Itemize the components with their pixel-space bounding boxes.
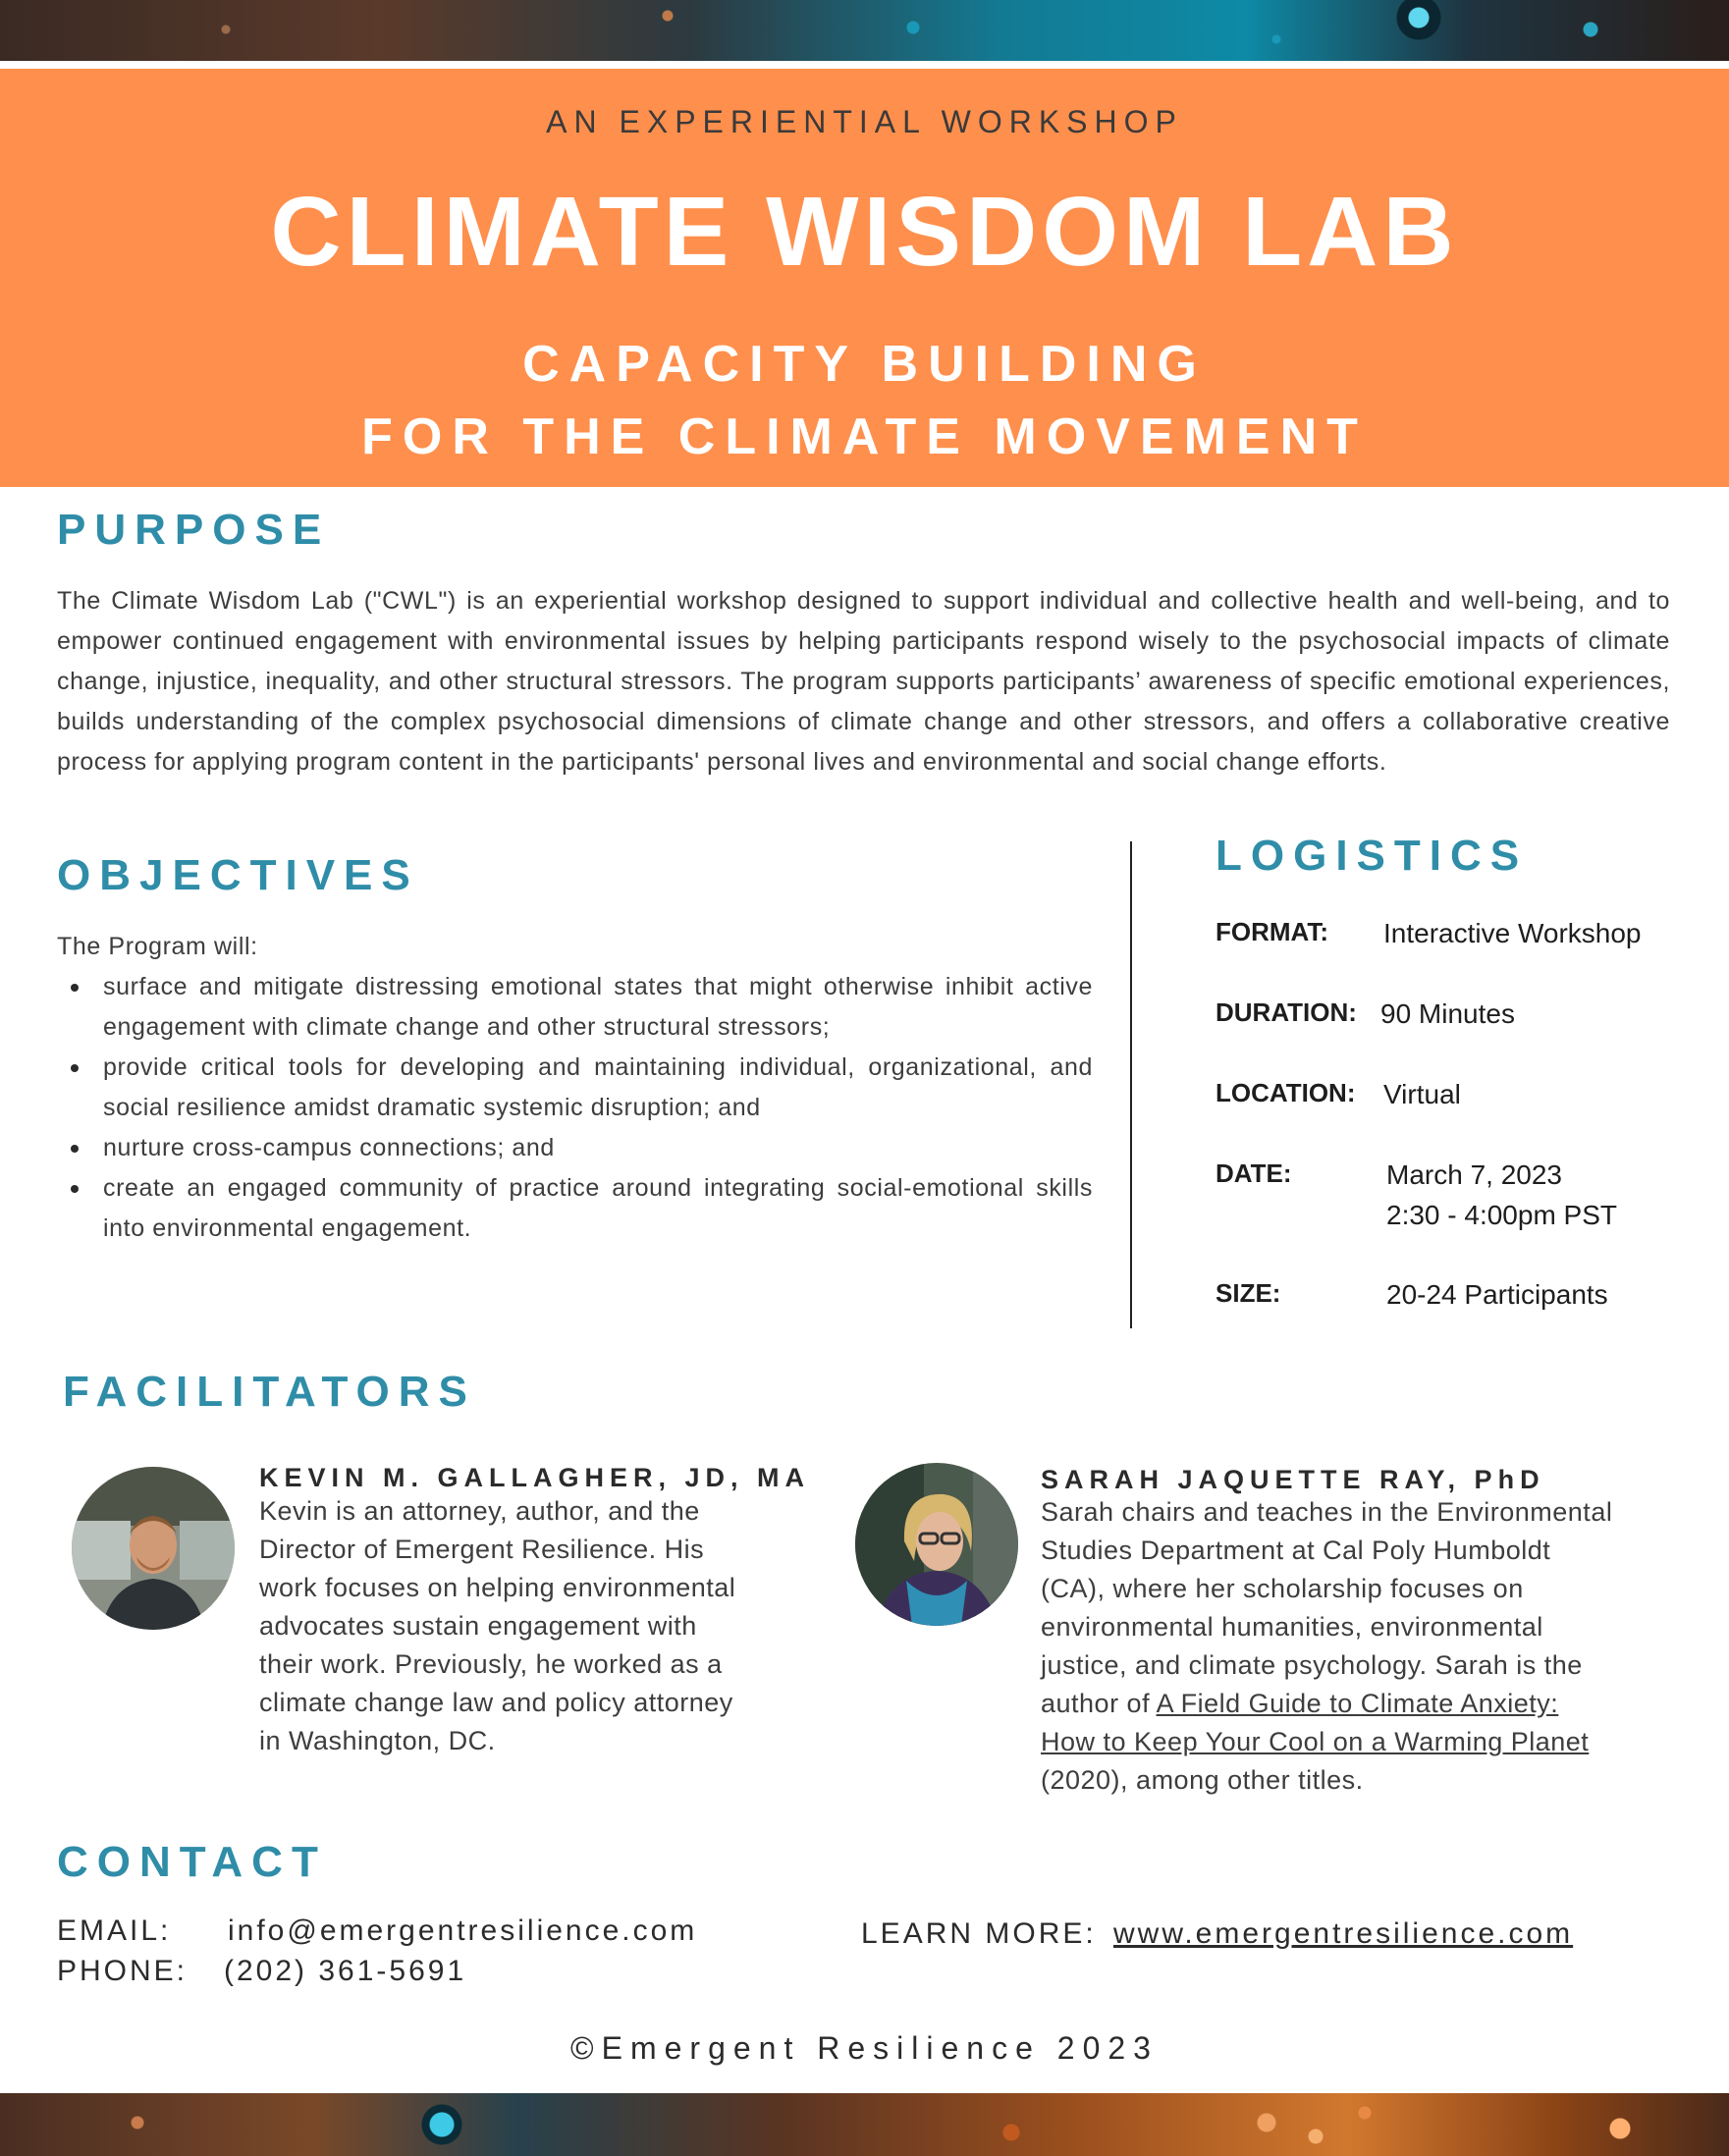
bio-line: justice, and climate psychology. Sarah is the: [1041, 1650, 1583, 1680]
sarah-bio: [1041, 1493, 1708, 1800]
list-item: [57, 1048, 1093, 1128]
objectives-heading: OBJECTIVES: [57, 851, 419, 899]
bio-line: [1041, 1685, 1708, 1723]
purpose-text: The Climate Wisdom Lab ("CWL") is an experiential workshop designed to support individual and collective health and well-being, and to empower continued engagement with environmental issues by helping participants respond wisely to the psychosocial impacts of climate change, injustice, inequality, and other structural stressors. The program supports participants’ awareness of specific emotional experiences, builds understanding of the complex psychosocial dimensions of climate change and other stressors, and offers a collaborative creative process for applying program content in the participants' personal lives and environmental and social change efforts.: [57, 587, 1670, 776]
bio-line: Studies Department at Cal Poly Humboldt: [1041, 1536, 1551, 1565]
list-item: [57, 1128, 1093, 1168]
bullet-icon: [71, 1185, 79, 1193]
bio-line: climate change law and policy attorney: [259, 1688, 733, 1717]
bio-line: [1041, 1723, 1708, 1761]
objective-text: surface and mitigate distressing emotional states that might otherwise inhibit active engagement with climate change and other structural stressors;: [103, 973, 1093, 1041]
objectives-intro: The Program will:: [57, 933, 258, 960]
objectives-list: [57, 967, 1093, 1249]
logistics-heading: LOGISTICS: [1216, 832, 1529, 880]
bottom-photo-strip: [0, 2093, 1729, 2156]
sarah-avatar: [855, 1463, 1018, 1626]
page-title: CLIMATE WISDOM LAB: [270, 177, 1459, 287]
bullet-icon: [71, 1064, 79, 1072]
objective-text: create an engaged community of practice around integrating social-emotional skills into environmental engagement.: [103, 1174, 1093, 1242]
bullet-icon: [71, 1145, 79, 1153]
column-divider: [1130, 841, 1132, 1328]
bio-line: (2020), among other titles.: [1041, 1765, 1364, 1795]
learn-more-label: LEARN MORE:: [861, 1917, 1097, 1950]
phone-label: PHONE:: [57, 1955, 189, 1987]
bio-line: Sarah chairs and teaches in the Environmental: [1041, 1497, 1613, 1527]
time-value: 2:30 - 4:00pm PST: [1386, 1200, 1618, 1230]
book-title-link[interactable]: A Field Guide to Climate Anxiety:: [1156, 1689, 1559, 1718]
format-label: FORMAT:: [1216, 917, 1329, 946]
bio-line: Director of Emergent Resilience. His: [259, 1535, 705, 1564]
format-value: Interactive Workshop: [1383, 918, 1642, 948]
contact-heading: CONTACT: [57, 1838, 327, 1886]
header-subtitle: [0, 328, 1729, 473]
list-item: [57, 1168, 1093, 1249]
purpose-heading: PURPOSE: [57, 506, 331, 554]
subtitle-line-2: FOR THE CLIMATE MOVEMENT: [361, 408, 1368, 465]
objective-text: nurture cross-campus connections; and: [103, 1134, 555, 1161]
email-label: EMAIL:: [57, 1914, 172, 1947]
location-value: Virtual: [1383, 1079, 1461, 1109]
footer-copyright: ©Emergent Resilience 2023: [570, 2030, 1159, 2066]
website-link[interactable]: www.emergentresilience.com: [1113, 1917, 1574, 1950]
bio-line: Kevin is an attorney, author, and the: [259, 1496, 700, 1526]
duration-value: 90 Minutes: [1380, 998, 1515, 1029]
sarah-name: SARAH JAQUETTE RAY, PhD: [1041, 1465, 1545, 1494]
kevin-avatar: [72, 1467, 235, 1630]
book-title-link[interactable]: How to Keep Your Cool on a Warming Planet: [1041, 1727, 1590, 1756]
objective-text: provide critical tools for developing and maintaining individual, organizational, and social resilience amidst dramatic systemic disruption; and: [103, 1053, 1093, 1121]
objectives-block: [57, 927, 1093, 1249]
phone-link[interactable]: (202) 361-5691: [224, 1955, 467, 1987]
subtitle-line-1: CAPACITY BUILDING: [522, 336, 1207, 393]
bio-line: advocates sustain engagement with: [259, 1611, 697, 1641]
kevin-name: KEVIN M. GALLAGHER, JD, MA: [259, 1463, 811, 1492]
location-label: LOCATION:: [1216, 1078, 1356, 1107]
bio-line: their work. Previously, he worked as a: [259, 1649, 723, 1679]
size-label: SIZE:: [1216, 1278, 1281, 1308]
top-photo-strip: [0, 0, 1729, 61]
bio-line: environmental humanities, environmental: [1041, 1612, 1543, 1642]
date-label: DATE:: [1216, 1159, 1292, 1188]
date-value: March 7, 2023: [1386, 1159, 1562, 1190]
bio-line: work focuses on helping environmental: [259, 1573, 736, 1602]
bio-line: (CA), where her scholarship focuses on: [1041, 1574, 1524, 1603]
email-link[interactable]: info@emergentresilience.com: [228, 1914, 698, 1947]
kevin-bio: [259, 1492, 829, 1760]
facilitators-heading: FACILITATORS: [63, 1368, 476, 1416]
bullet-icon: [71, 984, 79, 992]
bio-author-prefix: author of: [1041, 1689, 1157, 1718]
list-item: [57, 967, 1093, 1048]
bio-line: in Washington, DC.: [259, 1726, 496, 1755]
header-kicker: AN EXPERIENTIAL WORKSHOP: [546, 104, 1183, 139]
duration-label: DURATION:: [1216, 997, 1357, 1027]
size-value: 20-24 Participants: [1386, 1279, 1608, 1310]
